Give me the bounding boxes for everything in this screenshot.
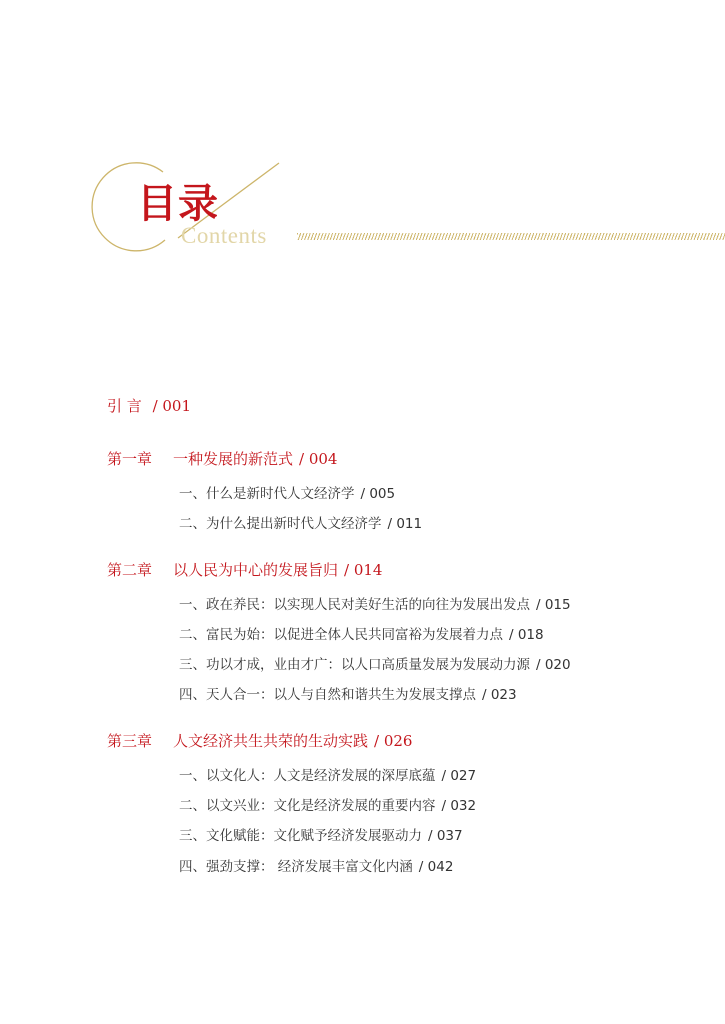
section-2-3-entry[interactable]: [179, 653, 571, 673]
page-subtitle: Contents: [181, 223, 267, 248]
section-3-2-entry[interactable]: [179, 794, 476, 814]
section-label: 四、天人合一：以人与自然和谐共生为发展支撑点: [179, 687, 476, 703]
chapter-1-entry[interactable]: [107, 448, 337, 469]
section-label: 四、强劲支撑： 经济发展丰富文化内涵: [179, 859, 413, 875]
section-1-2-entry[interactable]: [179, 512, 422, 532]
chapter-title: 以人民为中心的发展旨归: [173, 561, 339, 579]
toc-intro-entry[interactable]: [107, 395, 191, 416]
chapter-page: / 026: [374, 732, 413, 750]
section-label: 二、为什么提出新时代人文经济学: [179, 516, 382, 532]
chapter-2-entry[interactable]: [107, 559, 382, 580]
section-3-3-entry[interactable]: [179, 824, 463, 844]
section-page: / 020: [536, 657, 571, 673]
intro-page: / 001: [152, 397, 192, 415]
section-page: / 023: [482, 687, 517, 703]
section-page: / 032: [441, 798, 477, 814]
section-page: / 018: [509, 627, 544, 643]
chapter-3-entry[interactable]: [107, 730, 412, 751]
section-page: / 027: [441, 768, 477, 784]
section-page: / 037: [428, 828, 463, 844]
section-page: / 011: [387, 516, 423, 532]
intro-label: 引 言: [107, 397, 142, 415]
section-2-1-entry[interactable]: [179, 593, 571, 613]
section-page: / 042: [418, 859, 454, 875]
section-page: / 005: [360, 486, 396, 502]
page-title: 目录: [137, 180, 219, 227]
section-page: / 015: [536, 597, 571, 613]
chapter-title: 人文经济共生共荣的生动实践: [173, 732, 369, 750]
section-1-1-entry[interactable]: [179, 482, 395, 502]
section-2-4-entry[interactable]: [179, 683, 517, 703]
section-label: 三、文化赋能：文化赋予经济发展驱动力: [179, 828, 422, 844]
chapter-number: 第一章: [107, 450, 153, 468]
section-label: 一、以文化人：人文是经济发展的深厚底蕴: [179, 768, 436, 784]
section-2-2-entry[interactable]: [179, 623, 544, 643]
section-3-4-entry[interactable]: [179, 855, 453, 875]
section-label: 二、以文兴业：文化是经济发展的重要内容: [179, 798, 436, 814]
chapter-page: / 014: [344, 561, 383, 579]
section-label: 二、富民为始：以促进全体人民共同富裕为发展着力点: [179, 627, 503, 643]
section-label: 三、功以才成，业由才广：以人口高质量发展为发展动力源: [179, 657, 530, 673]
chapter-number: 第二章: [107, 561, 153, 579]
section-label: 一、什么是新时代人文经济学: [179, 486, 355, 502]
section-label: 一、政在养民：以实现人民对美好生活的向往为发展出发点: [179, 597, 530, 613]
chapter-page: / 004: [299, 450, 338, 468]
chapter-number: 第三章: [107, 732, 153, 750]
chapter-title: 一种发展的新范式: [173, 450, 294, 468]
section-3-1-entry[interactable]: [179, 764, 476, 784]
